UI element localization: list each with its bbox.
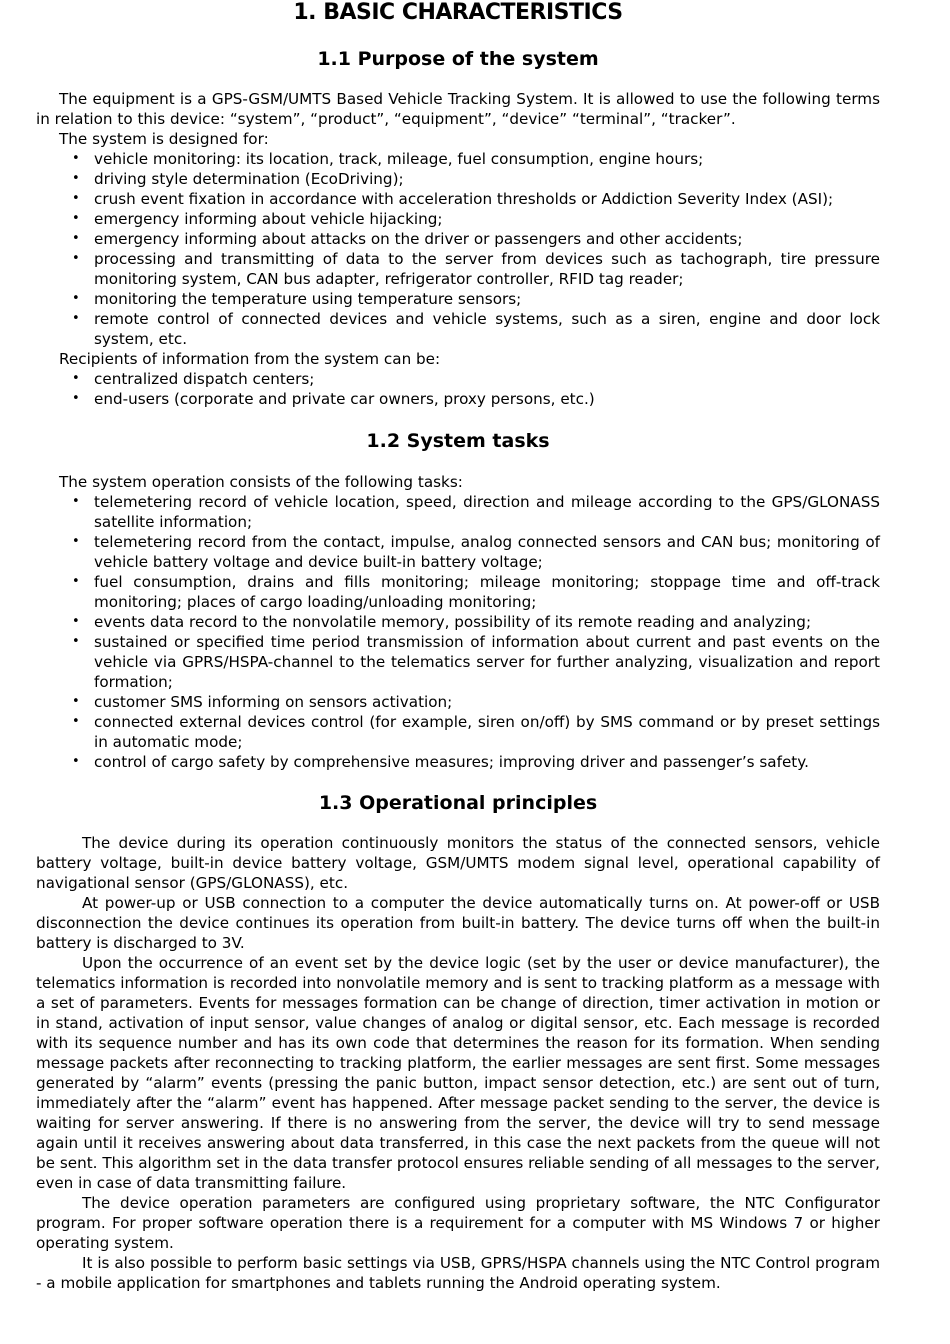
- list-item: • emergency informing about vehicle hijacking;: [36, 209, 880, 229]
- tasks-list: [36, 492, 880, 772]
- principles-paragraph: The device operation parameters are configured using proprietary software, the NTC Configurator program. For proper software operation there is a requirement for a computer with MS Windows 7 or higher operating system.: [36, 1194, 880, 1252]
- list-item: • customer SMS informing on sensors activation;: [36, 692, 880, 712]
- designed-for-label: The system is designed for:: [59, 130, 269, 148]
- list-item: • connected external devices control (for example, siren on/off) by SMS command or by preset settings in automatic mode;: [36, 712, 880, 752]
- list-item: • control of cargo safety by comprehensive measures; improving driver and passenger’s safety.: [36, 752, 880, 772]
- document-page: [36, 0, 880, 1293]
- list-item: • remote control of connected devices and vehicle systems, such as a siren, engine and door lock system, etc.: [36, 309, 880, 349]
- list-item: • processing and transmitting of data to the server from devices such as tachograph, tire pressure monitoring system, CAN bus adapter, refrigerator controller, RFID tag reader;: [36, 249, 880, 289]
- list-item: • sustained or specified time period transmission of information about current and past events on the vehicle via GPRS/HSPA-channel to the telematics server for further analyzing, visualization and report formation;: [36, 632, 880, 692]
- page-title: 1. BASIC CHARACTERISTICS: [293, 0, 623, 25]
- principles-paragraph: It is also possible to perform basic settings via USB, GPRS/HSPA channels using the NTC Control program - a mobile application for smartphones and tablets running the Android operating system.: [36, 1254, 880, 1292]
- section-heading-principles: 1.3 Operational principles: [318, 792, 598, 814]
- list-item: • monitoring the temperature using temperature sensors;: [36, 289, 880, 309]
- purpose-intro: The equipment is a GPS-GSM/UMTS Based Vehicle Tracking System. It is allowed to use the following terms in relation to this device: “system”, “product”, “equipment”, “device” “terminal”, “tracker”.: [36, 90, 880, 128]
- tasks-intro: The system operation consists of the following tasks:: [59, 473, 463, 491]
- list-item: • crush event fixation in accordance with acceleration thresholds or Addiction Severity Index (ASI);: [36, 189, 880, 209]
- list-item: • centralized dispatch centers;: [36, 369, 880, 389]
- section-heading-purpose: 1.1 Purpose of the system: [317, 48, 599, 70]
- section-heading-tasks: 1.2 System tasks: [366, 430, 550, 452]
- purpose-list: [36, 149, 880, 349]
- principles-paragraph: Upon the occurrence of an event set by the device logic (set by the user or device manufacturer), the telematics information is recorded into nonvolatile memory and is sent to tracking platform as a message with a set of parameters. Events for messages formation can be change of direction, timer activation in motion or in stand, activation of input sensor, value changes of analog or digital sensor, etc. Each message is recorded with its sequence number and has its own code that determines the reason for its formation. When sending message packets after reconnecting to tracking platform, the earlier messages are sent first. Some messages generated by “alarm” events (pressing the panic button, impact sensor detection, etc.) are sent out of turn, immediately after the “alarm” event has happened. After message packet sending to the server, the device is waiting for server answering. If there is no answering from the server, the device will try to send message again until it receives answering about data transferred, in this case the next packets from the queue will not be sent. This algorithm set in the data transfer protocol ensures reliable sending of all messages to the server, even in case of data transmitting failure.: [36, 954, 880, 1192]
- list-item: • emergency informing about attacks on the driver or passengers and other accidents;: [36, 229, 880, 249]
- recipients-label: Recipients of information from the system can be:: [59, 350, 441, 368]
- list-item: • end-users (corporate and private car owners, proxy persons, etc.): [36, 389, 880, 409]
- principles-paragraph: At power-up or USB connection to a computer the device automatically turns on. At power-off or USB disconnection the device continues its operation from built-in battery. The device turns off when the built-in battery is discharged to 3V.: [36, 894, 880, 952]
- list-item: • telemetering record from the contact, impulse, analog connected sensors and CAN bus; monitoring of vehicle battery voltage and device built-in battery voltage;: [36, 532, 880, 572]
- list-item: • events data record to the nonvolatile memory, possibility of its remote reading and analyzing;: [36, 612, 880, 632]
- recipients-list: [36, 369, 880, 409]
- list-item: • fuel consumption, drains and fills monitoring; mileage monitoring; stoppage time and off-track monitoring; places of cargo loading/unloading monitoring;: [36, 572, 880, 612]
- list-item: • driving style determination (EcoDriving);: [36, 169, 880, 189]
- list-item: • vehicle monitoring: its location, track, mileage, fuel consumption, engine hours;: [36, 149, 880, 169]
- principles-paragraph: The device during its operation continuously monitors the status of the connected sensors, vehicle battery voltage, built-in device battery voltage, GSM/UMTS modem signal level, operational capability of navigational sensor (GPS/GLONASS), etc.: [36, 834, 880, 892]
- list-item: • telemetering record of vehicle location, speed, direction and mileage according to the GPS/GLONASS satellite information;: [36, 492, 880, 532]
